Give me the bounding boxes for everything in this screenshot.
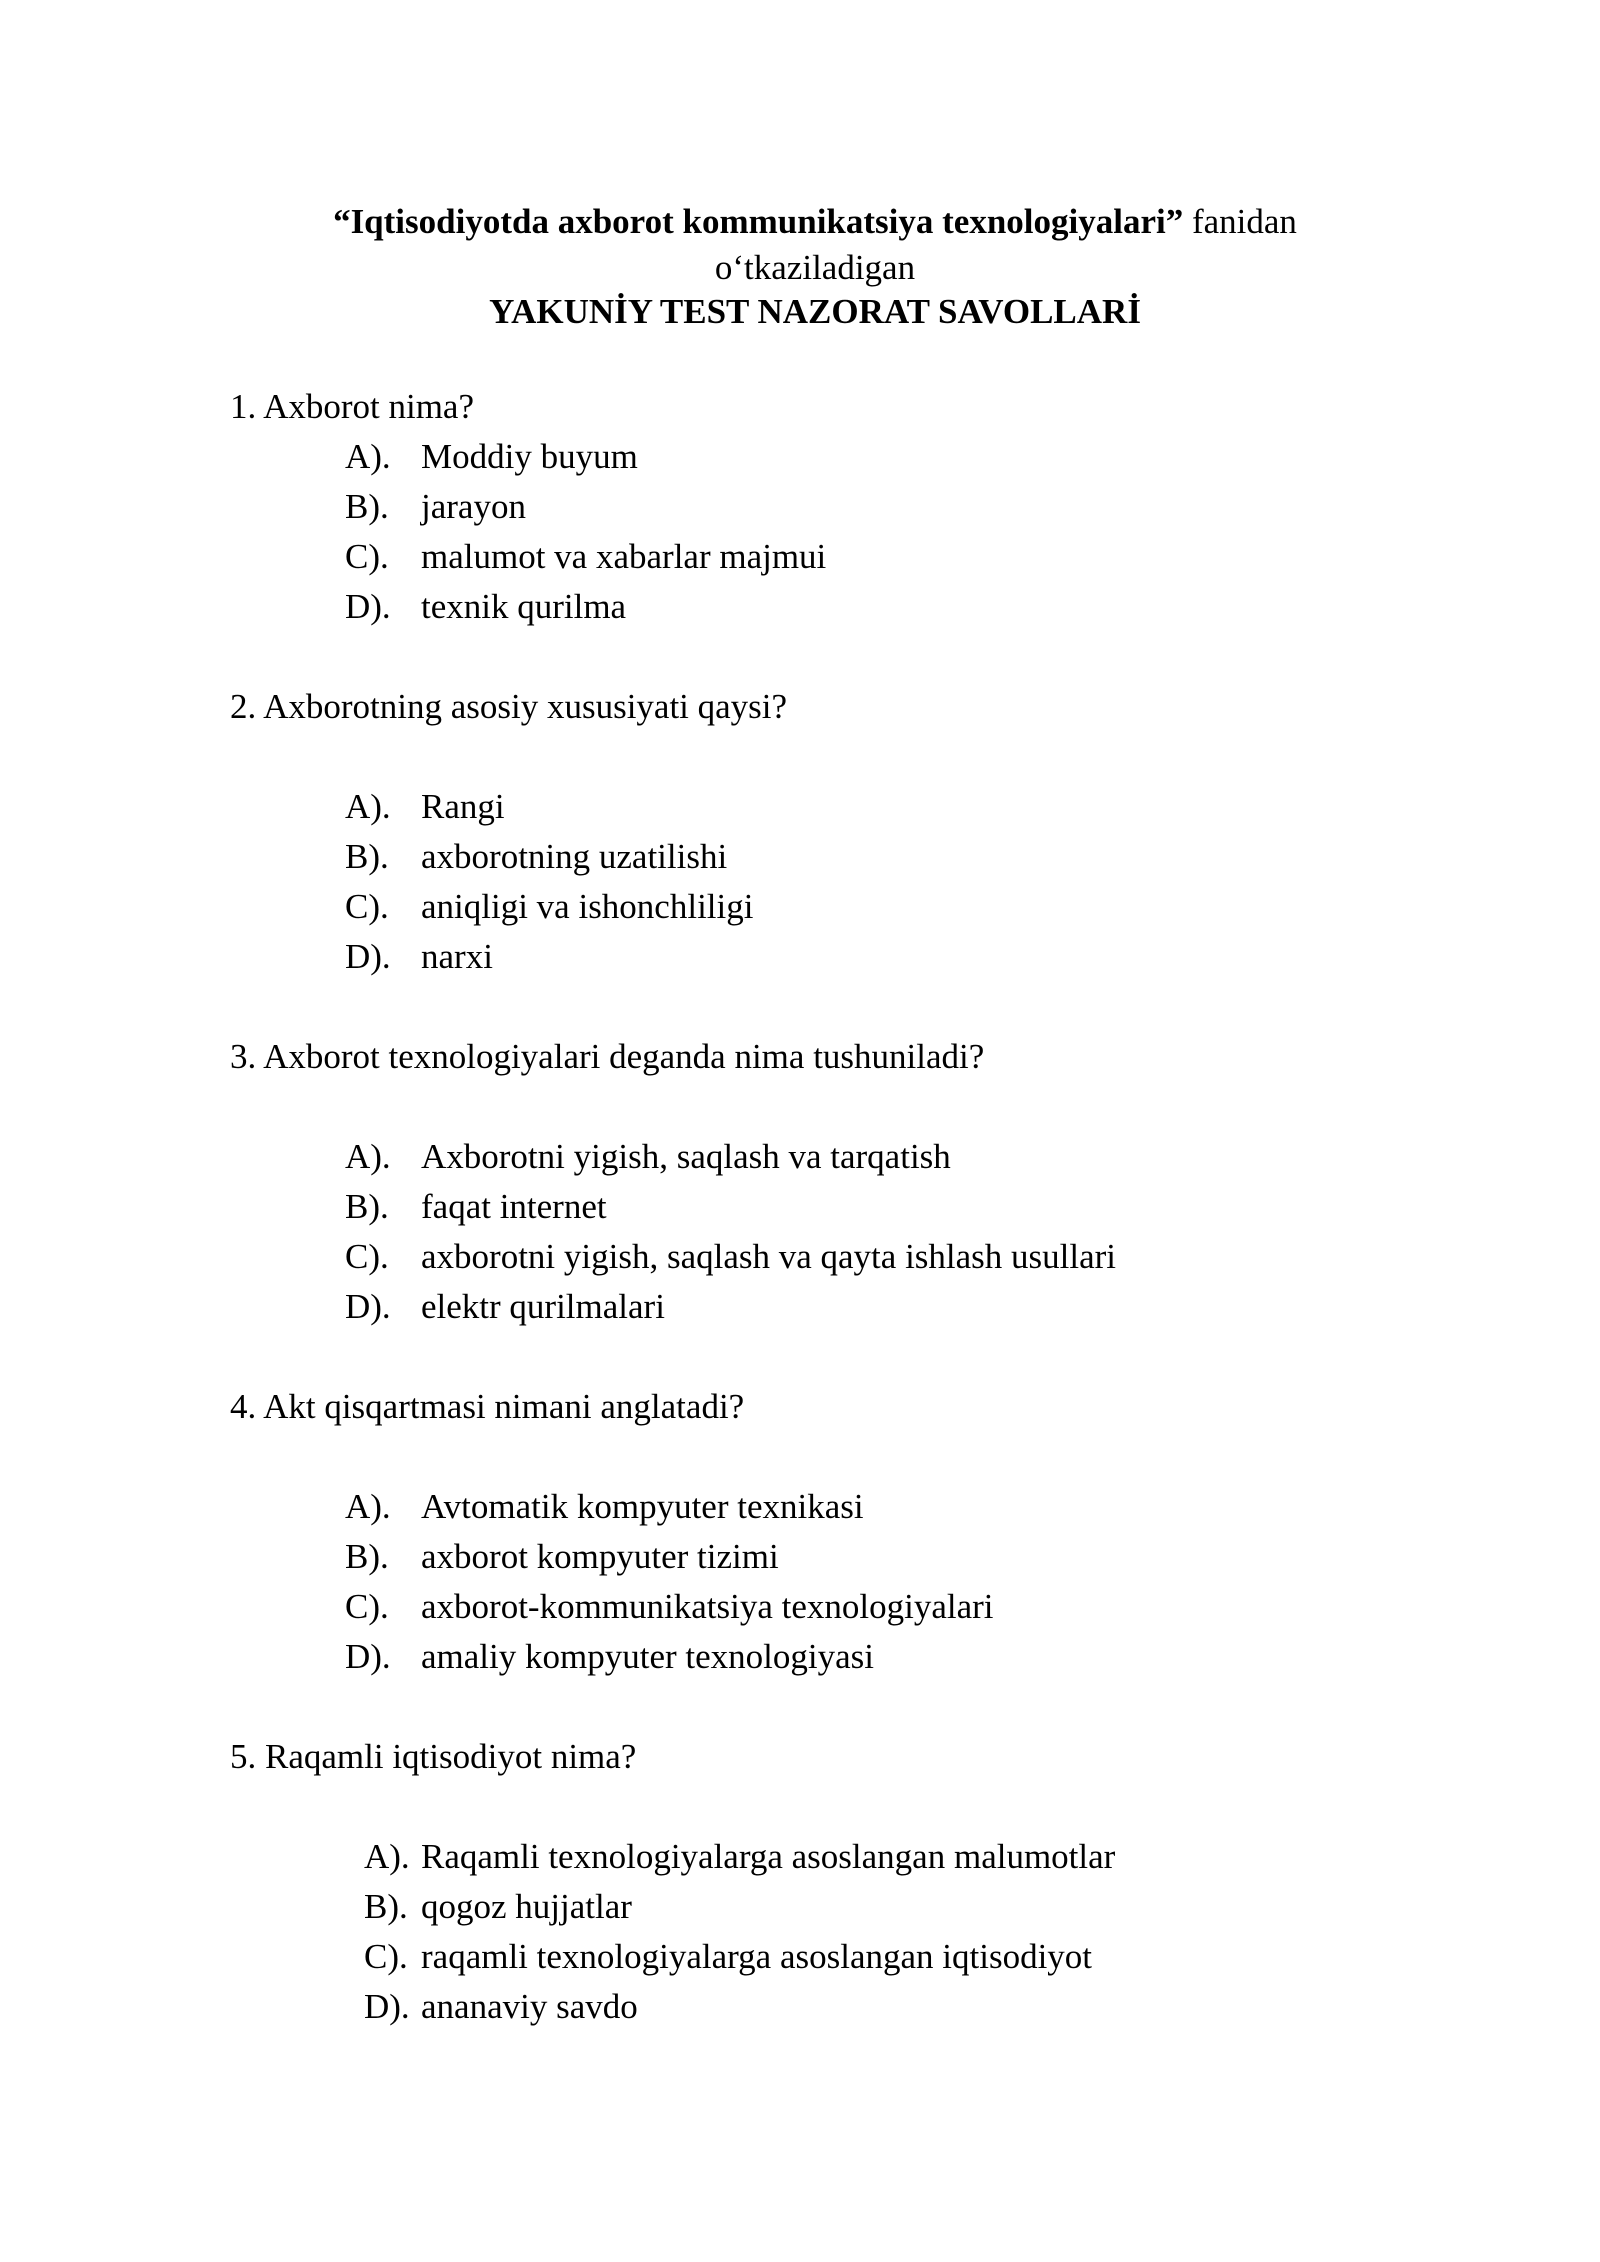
option-letter: C).: [345, 1587, 389, 1626]
question-1-option-c: [345, 535, 826, 579]
page-title: YAKUNİY TEST NAZORAT SAVOLLARİ: [489, 292, 1141, 331]
subject-title: “Iqtisodiyotda axborot kommunikatsiya texnologiyalari”: [333, 202, 1184, 241]
question-2-option-c: [345, 885, 753, 929]
option-letter: B).: [345, 837, 389, 876]
question-3-option-c: [345, 1235, 1116, 1279]
subject-suffix: fanidan: [1183, 202, 1297, 241]
option-text: raqamli texnologiyalarga asoslangan iqtisodiyot: [421, 1937, 1093, 1976]
question-5-option-b: [364, 1885, 632, 1929]
option-letter: A).: [345, 1487, 391, 1526]
option-text: Rangi: [421, 787, 505, 826]
option-letter: C).: [364, 1937, 408, 1976]
option-letter: B).: [345, 1537, 389, 1576]
question-5-option-c: [364, 1935, 1092, 1979]
option-text: Moddiy buyum: [421, 437, 638, 476]
question-2-option-b: [345, 835, 727, 879]
option-text: malumot va xabarlar majmui: [421, 537, 827, 576]
option-letter: A).: [364, 1837, 410, 1876]
option-letter: D).: [364, 1987, 410, 2026]
question-3: 3. Axborot texnologiyalari deganda nima tushuniladi?: [230, 1037, 985, 1076]
option-text: qogoz hujjatlar: [421, 1887, 632, 1926]
question-5-option-a: [364, 1835, 1115, 1879]
header-second-line: o‘tkaziladigan: [714, 248, 916, 287]
option-text: amaliy kompyuter texnologiyasi: [421, 1637, 874, 1676]
question-4: 4. Akt qisqartmasi nimani anglatadi?: [230, 1387, 745, 1426]
option-text: axborotning uzatilishi: [421, 837, 728, 876]
question-2-option-a: [345, 785, 505, 829]
question-3-option-a: [345, 1135, 951, 1179]
question-1-option-d: [345, 585, 626, 629]
question-4-option-d: [345, 1635, 874, 1679]
question-4-option-c: [345, 1585, 994, 1629]
option-text: Avtomatik kompyuter texnikasi: [421, 1487, 864, 1526]
option-letter: D).: [345, 1637, 391, 1676]
option-letter: A).: [345, 437, 391, 476]
option-letter: A).: [345, 1137, 391, 1176]
option-letter: A).: [345, 787, 391, 826]
option-text: aniqligi va ishonchliligi: [421, 887, 754, 926]
question-3-option-d: [345, 1285, 665, 1329]
question-2-option-d: [345, 935, 493, 979]
question-1: 1. Axborot nima?: [230, 387, 474, 426]
question-3-option-b: [345, 1185, 607, 1229]
option-text: faqat internet: [421, 1187, 607, 1226]
option-text: jarayon: [421, 487, 526, 526]
option-text: texnik qurilma: [421, 587, 627, 626]
question-5: 5. Raqamli iqtisodiyot nima?: [230, 1737, 637, 1776]
option-text: ananaviy savdo: [421, 1987, 638, 2026]
option-text: axborot-kommunikatsiya texnologiyalari: [421, 1587, 994, 1626]
option-letter: B).: [345, 487, 389, 526]
question-1-option-a: [345, 435, 638, 479]
option-letter: D).: [345, 1287, 391, 1326]
option-text: narxi: [421, 937, 493, 976]
question-1-option-b: [345, 485, 526, 529]
option-letter: C).: [345, 537, 389, 576]
header-subject-line: [230, 200, 1400, 244]
option-letter: B).: [364, 1887, 408, 1926]
option-text: Axborotni yigish, saqlash va tarqatish: [421, 1137, 951, 1176]
question-2: 2. Axborotning asosiy xususiyati qaysi?: [230, 687, 788, 726]
option-text: axborot kompyuter tizimi: [421, 1537, 779, 1576]
question-5-option-d: [364, 1985, 638, 2029]
option-text: elektr qurilmalari: [421, 1287, 665, 1326]
option-letter: D).: [345, 937, 391, 976]
option-text: axborotni yigish, saqlash va qayta ishlash usullari: [421, 1237, 1117, 1276]
option-letter: C).: [345, 1237, 389, 1276]
option-text: Raqamli texnologiyalarga asoslangan malumotlar: [421, 1837, 1116, 1876]
option-letter: B).: [345, 1187, 389, 1226]
question-4-option-a: [345, 1485, 864, 1529]
option-letter: D).: [345, 587, 391, 626]
option-letter: C).: [345, 887, 389, 926]
question-4-option-b: [345, 1535, 779, 1579]
